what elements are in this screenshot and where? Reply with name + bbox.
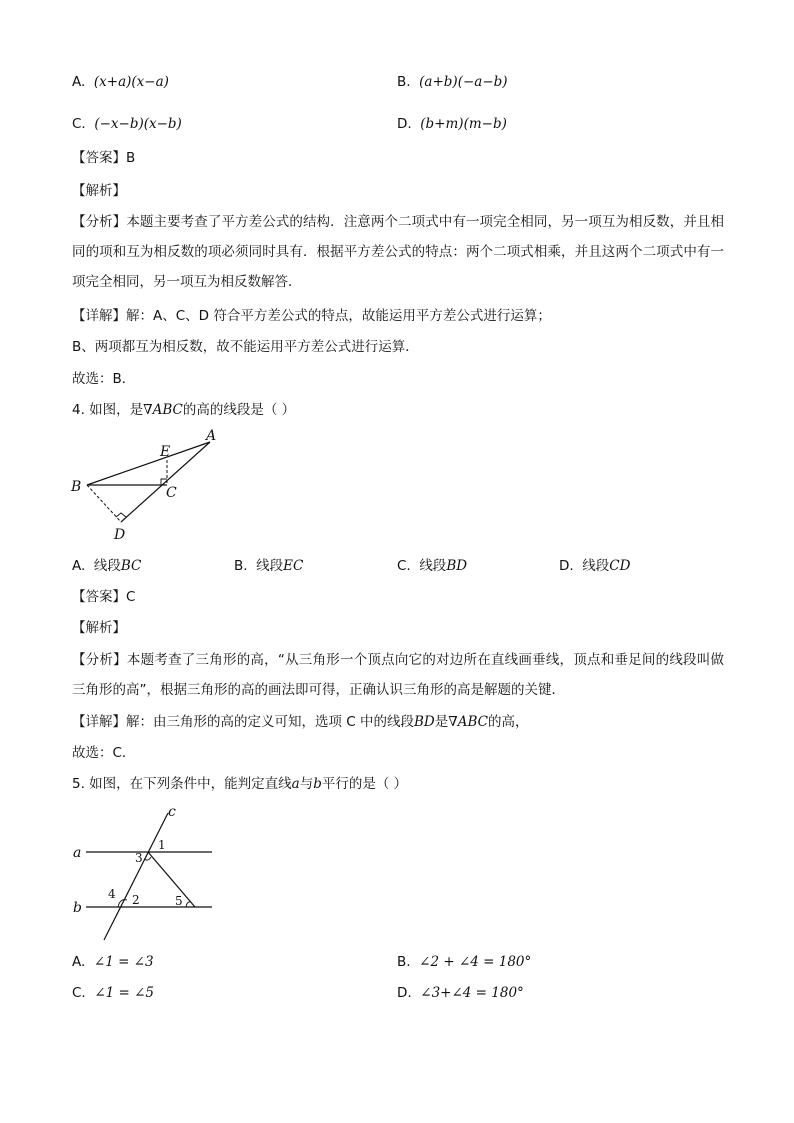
q4-answer-tag: 【答案】: [72, 589, 126, 605]
q4-stem-math: ∇ABC: [143, 402, 183, 418]
q5-stem: [72, 774, 407, 794]
q3-answer-tag: 【答案】: [72, 150, 126, 166]
q4-option-d: [559, 556, 630, 576]
q4-xiangjie-prefix: 解：由三角形的高的定义可知，选项 C 中的线段: [126, 714, 415, 730]
q5-option-a-label: A.: [72, 954, 86, 970]
q5-stem-suffix: 平行的是（ ）: [321, 776, 408, 792]
q4-stem-suffix: 的高的线段是（ ）: [182, 402, 296, 418]
q4-answer: [72, 587, 135, 607]
q4-xiangjie: [72, 712, 528, 732]
q4-fenxi-tag: 【分析】: [72, 652, 127, 668]
q5-option-d: [397, 983, 524, 1003]
q4-fenxi-text: 本题考查了三角形的高，“从三角形一个顶点向它的对边所在直线画垂线，顶点和垂足间的线段叫做三角形的高”，根据三角形的高的画法即可得，正确认识三角形的高是解题的关键．: [72, 652, 725, 698]
q3-option-b: [397, 72, 508, 92]
label-C: C: [166, 485, 177, 501]
q3-option-a-expr: (x+a)(x−a): [93, 74, 169, 90]
q4-option-b-text: 线段: [256, 558, 284, 574]
q4-option-b-label: B.: [234, 558, 248, 574]
q3-analysis-tag: 【解析】: [72, 183, 126, 199]
q5-stem-b: b: [313, 776, 322, 792]
q4-option-a: [72, 556, 141, 576]
transversal-segment: [148, 852, 195, 907]
q3-fenxi-text: 本题主要考查了平方差公式的结构．注意两个二项式中有一项完全相同，另一项互为相反数，并且相同的项和互为相反数的项必须同时具有．根据平方差公式的特点：两个二项式相乘，并且这两个二项式中有一项完全相同，另一项互为相反数解答．: [72, 214, 725, 290]
q5-option-c-expr: ∠1 = ∠5: [94, 985, 155, 1001]
q4-option-a-text: 线段: [93, 558, 121, 574]
q4-fenxi: [72, 645, 724, 705]
label-angle-5: 5: [175, 894, 183, 908]
q4-xiangjie-mid: 是: [434, 714, 449, 730]
line-BD-dashed: [87, 485, 121, 522]
q3-xiangjie-line1: [72, 306, 551, 326]
q5-stem-a: a: [291, 776, 300, 792]
label-angle-3: 3: [135, 851, 143, 865]
q4-option-d-math: CD: [609, 558, 631, 574]
label-line-c: c: [168, 804, 176, 820]
q5-option-c: [72, 983, 154, 1003]
line-c: [104, 813, 168, 940]
q3-xiangjie-text1: 解：A、C、D 符合平方差公式的特点，故能运用平方差公式进行运算；: [126, 308, 551, 324]
q4-analysis-tag: 【解析】: [72, 620, 126, 636]
q4-option-c-math: BD: [446, 558, 468, 574]
q5-option-b-label: B.: [397, 954, 411, 970]
q4-option-d-text: 线段: [582, 558, 610, 574]
label-angle-4: 4: [108, 887, 116, 901]
q4-option-a-math: BC: [120, 558, 142, 574]
q4-xiangjie-math2: ∇ABC: [448, 714, 488, 730]
q4-xiangjie-tag: 【详解】: [72, 714, 126, 730]
q5-option-d-label: D.: [397, 985, 412, 1001]
q4-xiangjie-math1: BD: [414, 714, 435, 730]
q4-choose: 故选：C．: [72, 745, 136, 761]
q5-option-b: [397, 952, 531, 972]
angle-arc-5: [186, 902, 191, 907]
q4-option-c: [397, 556, 467, 576]
q3-option-d-label: D.: [397, 116, 412, 132]
q3-option-c: [72, 114, 182, 134]
q5-stem-prefix: 5. 如图，在下列条件中，能判定直线: [72, 776, 292, 792]
q3-option-d-expr: (b+m)(m−b): [420, 116, 507, 132]
label-D: D: [114, 527, 126, 543]
label-E: E: [160, 444, 171, 460]
q4-option-c-label: C.: [397, 558, 411, 574]
q3-option-b-label: B.: [397, 74, 411, 90]
q5-option-c-label: C.: [72, 985, 86, 1001]
q5-option-b-expr: ∠2 + ∠4 = 180°: [419, 954, 532, 970]
q4-answer-value: C: [126, 589, 136, 605]
q4-stem: [72, 400, 295, 420]
q3-xiangjie-tag: 【详解】: [72, 308, 126, 324]
q5-option-d-expr: ∠3+∠4 = 180°: [420, 985, 524, 1001]
q3-answer: [72, 148, 135, 168]
q3-option-c-expr: (−x−b)(x−b): [94, 116, 182, 132]
q4-option-a-label: A.: [72, 558, 86, 574]
label-angle-2: 2: [132, 893, 140, 907]
q3-choose: 故选：B．: [72, 371, 136, 387]
line-BA: [87, 442, 210, 485]
q3-xiangjie-line2: B、两项都互为相反数，故不能运用平方差公式进行运算．: [72, 339, 419, 355]
q4-stem-prefix: 4. 如图，是: [72, 402, 144, 418]
q3-fenxi-tag: 【分析】: [72, 214, 127, 230]
q3-option-c-label: C.: [72, 116, 86, 132]
q3-fenxi: [72, 207, 724, 297]
right-angle-mark-D: [116, 513, 126, 517]
q4-option-b: [234, 556, 303, 576]
q5-option-a-expr: ∠1 = ∠3: [93, 954, 154, 970]
q5-option-a: [72, 952, 154, 972]
q3-option-d: [397, 114, 507, 134]
label-line-a: a: [73, 845, 82, 861]
label-B: B: [71, 479, 82, 495]
label-angle-1: 1: [158, 838, 166, 852]
label-line-b: b: [73, 900, 82, 916]
q4-xiangjie-suffix: 的高，: [487, 714, 529, 730]
q4-option-c-text: 线段: [419, 558, 447, 574]
q3-option-b-expr: (a+b)(−a−b): [419, 74, 508, 90]
q5-parallel-lines-figure: [60, 800, 230, 945]
q3-option-a-label: A.: [72, 74, 86, 90]
q3-answer-value: B: [126, 150, 136, 166]
q5-stem-mid: 与: [299, 776, 314, 792]
q3-option-a: [72, 72, 169, 92]
q4-option-b-math: EC: [283, 558, 304, 574]
label-A: A: [206, 428, 217, 444]
q4-option-d-label: D.: [559, 558, 574, 574]
q4-triangle-figure: [60, 425, 240, 545]
